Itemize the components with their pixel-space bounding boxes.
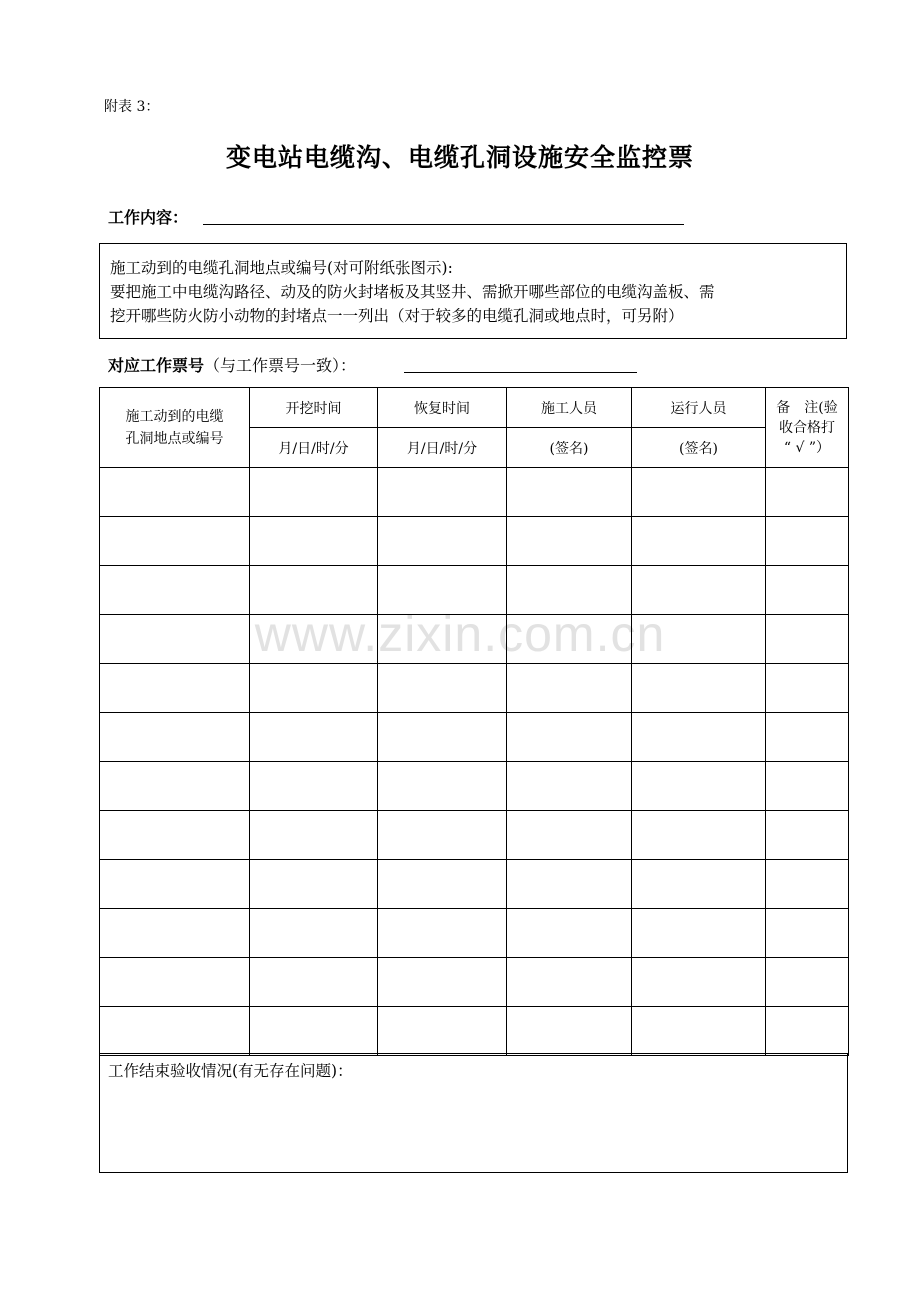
location-line-1: 施工动到的电缆孔洞地点或编号(对可附纸张图示):: [110, 259, 453, 277]
ticket-number-hint: （与工作票号一致）：: [204, 356, 357, 375]
table-cell[interactable]: [100, 615, 250, 664]
table-cell[interactable]: [632, 909, 766, 958]
header-location-line-2: 孔洞地点或编号: [125, 430, 224, 447]
table-row: [100, 664, 849, 713]
table-cell[interactable]: [507, 566, 632, 615]
table-cell[interactable]: [250, 664, 378, 713]
table-cell[interactable]: [766, 909, 849, 958]
table-cell[interactable]: [766, 958, 849, 1007]
table-cell[interactable]: [766, 762, 849, 811]
table-cell[interactable]: [378, 762, 507, 811]
table-cell[interactable]: [507, 1007, 632, 1056]
table-cell[interactable]: [100, 762, 250, 811]
table-cell[interactable]: [100, 860, 250, 909]
work-content-field[interactable]: [203, 224, 684, 225]
table-cell[interactable]: [632, 1007, 766, 1056]
table-cell[interactable]: [100, 909, 250, 958]
table-cell[interactable]: [250, 566, 378, 615]
table-row: [100, 811, 849, 860]
location-line-2: 要把施工中电缆沟路径、动及的防火封堵板及其竖井、需掀开哪些部位的电缆沟盖板、需: [110, 283, 715, 301]
table-cell[interactable]: [507, 713, 632, 762]
table-cell[interactable]: [632, 958, 766, 1007]
table-cell[interactable]: [766, 1007, 849, 1056]
table-cell[interactable]: [632, 762, 766, 811]
acceptance-label: 工作结束验收情况(有无存在问题)：: [108, 1062, 353, 1080]
table-cell[interactable]: [378, 811, 507, 860]
table-cell[interactable]: [100, 468, 250, 517]
table-cell[interactable]: [378, 1007, 507, 1056]
table-cell[interactable]: [250, 517, 378, 566]
header-dig-time: 开挖时间: [250, 388, 378, 428]
table-row: [100, 615, 849, 664]
table-cell[interactable]: [100, 713, 250, 762]
table-cell[interactable]: [250, 811, 378, 860]
table-cell[interactable]: [100, 517, 250, 566]
table-cell[interactable]: [378, 664, 507, 713]
header-location-line-1: 施工动到的电缆: [125, 408, 224, 425]
table-cell[interactable]: [378, 958, 507, 1007]
header-remark-line-3: “ √ ”）: [783, 439, 831, 456]
table-cell[interactable]: [632, 615, 766, 664]
table-cell[interactable]: [378, 713, 507, 762]
table-cell[interactable]: [250, 1007, 378, 1056]
table-cell[interactable]: [766, 860, 849, 909]
table-cell[interactable]: [250, 762, 378, 811]
table-row: [100, 517, 849, 566]
table-cell[interactable]: [250, 958, 378, 1007]
table-row: [100, 1007, 849, 1056]
table-cell[interactable]: [507, 664, 632, 713]
table-row: [100, 468, 849, 517]
table-cell[interactable]: [250, 615, 378, 664]
table-cell[interactable]: [378, 517, 507, 566]
table-cell[interactable]: [378, 615, 507, 664]
table-row: [100, 958, 849, 1007]
table-cell[interactable]: [378, 860, 507, 909]
ticket-number-field[interactable]: [404, 372, 637, 373]
page-title: 变电站电缆沟、电缆孔洞设施安全监控票: [225, 143, 694, 172]
table-cell[interactable]: [100, 664, 250, 713]
table-cell[interactable]: [100, 811, 250, 860]
table-cell[interactable]: [100, 958, 250, 1007]
table-cell[interactable]: [766, 517, 849, 566]
table-cell[interactable]: [632, 517, 766, 566]
header-operator: 运行人员: [632, 388, 766, 428]
table-cell[interactable]: [100, 566, 250, 615]
header-remark-line-2: 收合格打: [779, 419, 835, 436]
table-cell[interactable]: [507, 615, 632, 664]
work-content-label: 工作内容：: [108, 208, 189, 227]
table-cell[interactable]: [507, 517, 632, 566]
table-cell[interactable]: [632, 468, 766, 517]
table-cell[interactable]: [507, 811, 632, 860]
header-restore-time: 恢复时间: [378, 388, 507, 428]
monitoring-table: [99, 387, 849, 1056]
table-cell[interactable]: [766, 615, 849, 664]
ticket-number-label: 对应工作票号: [108, 356, 205, 375]
table-cell[interactable]: [766, 468, 849, 517]
table-cell[interactable]: [766, 566, 849, 615]
header-remark: [766, 388, 849, 468]
table-cell[interactable]: [507, 468, 632, 517]
table-cell[interactable]: [507, 958, 632, 1007]
watermark: www.zixin.com.cn: [254, 606, 666, 662]
table-cell[interactable]: [507, 860, 632, 909]
table-cell[interactable]: [250, 860, 378, 909]
table-row: [100, 713, 849, 762]
table-cell[interactable]: [507, 762, 632, 811]
table-cell[interactable]: [766, 713, 849, 762]
location-line-3: 挖开哪些防火防小动物的封堵点一一列出（对于较多的电缆孔洞或地点时，可另附）: [110, 307, 684, 325]
header-constructor-sign: (签名): [507, 428, 632, 468]
table-cell[interactable]: [250, 468, 378, 517]
table-row: [100, 762, 849, 811]
table-row: [100, 566, 849, 615]
table-cell[interactable]: [632, 713, 766, 762]
table-cell[interactable]: [632, 566, 766, 615]
table-cell[interactable]: [378, 566, 507, 615]
table-cell[interactable]: [378, 909, 507, 958]
table-cell[interactable]: [632, 664, 766, 713]
table-cell[interactable]: [632, 860, 766, 909]
table-row: [100, 909, 849, 958]
table-row: [100, 860, 849, 909]
table-cell[interactable]: [632, 811, 766, 860]
table-cell[interactable]: [250, 909, 378, 958]
acceptance-box[interactable]: [99, 1053, 848, 1173]
table-cell[interactable]: [766, 811, 849, 860]
appendix-label: 附表 3：: [104, 99, 160, 115]
header-remark-line-1: 备 注(验: [776, 399, 838, 416]
header-location: [100, 388, 250, 468]
header-operator-sign: (签名): [632, 428, 766, 468]
header-restore-format: 月/日/时/分: [378, 428, 507, 468]
ticket-number-row: [108, 353, 356, 376]
table-cell[interactable]: [250, 713, 378, 762]
header-constructor: 施工人员: [507, 388, 632, 428]
header-dig-format: 月/日/时/分: [250, 428, 378, 468]
table-cell[interactable]: [766, 664, 849, 713]
table-cell[interactable]: [100, 1007, 250, 1056]
location-description-box: [99, 243, 847, 339]
table-cell[interactable]: [378, 468, 507, 517]
table-cell[interactable]: [507, 909, 632, 958]
